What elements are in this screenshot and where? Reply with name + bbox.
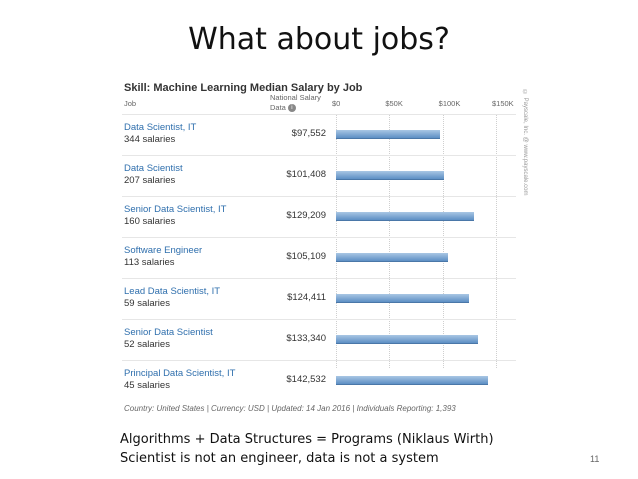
salary-value-label: $133,340 [286,333,326,344]
job-title-link[interactable]: Data Scientist [124,163,183,174]
national-salary-label: National Salary Data [270,93,321,112]
row-separator [122,237,516,238]
job-title-link[interactable]: Senior Data Scientist, IT [124,204,227,215]
salary-value-label: $142,532 [286,374,326,385]
page-number: 11 [590,454,600,464]
x-tick-label: $50K [385,99,403,108]
chart-footer: Country: United States | Currency: USD | Updated: 14 Jan 2016 | Individuals Reporting: 1,393 [124,404,456,413]
chart-credit: © Payscale, Inc. @ www.payscale.com [522,90,528,196]
job-title-link[interactable]: Software Engineer [124,245,203,256]
national-salary-header [270,93,332,113]
row-separator [122,155,516,156]
job-title-link[interactable]: Lead Data Scientist, IT [124,286,221,297]
job-title-link[interactable]: Data Scientist, IT [124,122,197,133]
caption-line-2: Scientist is not an engineer, data is not a system [120,451,439,466]
salary-bar [336,335,478,344]
salary-bar [336,212,474,221]
salary-value-label: $124,411 [287,292,326,303]
gridline [496,114,498,368]
row-separator [122,196,516,197]
x-tick-label: $0 [332,99,341,108]
job-title-link[interactable]: Senior Data Scientist [124,327,213,338]
info-icon: i [288,104,296,112]
salary-bar [336,253,448,262]
salary-value-label: $105,109 [286,251,326,262]
salary-count: 113 salaries [124,257,175,268]
salary-count: 52 salaries [124,339,170,350]
salary-chart [120,76,530,422]
salary-bar [336,376,488,385]
x-tick-label: $150K [492,99,514,108]
job-column-header: Job [124,99,137,108]
salary-value-label: $101,408 [286,169,326,180]
slide-title: What about jobs? [188,22,450,57]
salary-value-label: $129,209 [286,210,326,221]
salary-count: 59 salaries [124,298,170,309]
salary-bar [336,171,444,180]
salary-count: 207 salaries [124,175,176,186]
gridline [336,114,338,368]
row-separator [122,114,516,115]
salary-count: 45 salaries [124,380,170,391]
row-separator [122,278,516,279]
salary-value-label: $97,552 [291,128,326,139]
salary-bar [336,130,440,139]
salary-count: 160 salaries [124,216,176,227]
row-separator [122,360,516,361]
job-title-link[interactable]: Principal Data Scientist, IT [124,368,236,379]
salary-count: 344 salaries [124,134,176,145]
row-separator [122,319,516,320]
salary-bar [336,294,469,303]
caption-line-1: Algorithms + Data Structures = Programs (Niklaus Wirth) [120,432,494,447]
gridline [443,114,445,368]
gridline [389,114,391,368]
chart-title: Skill: Machine Learning Median Salary by Job [124,82,363,94]
x-tick-label: $100K [438,99,461,108]
